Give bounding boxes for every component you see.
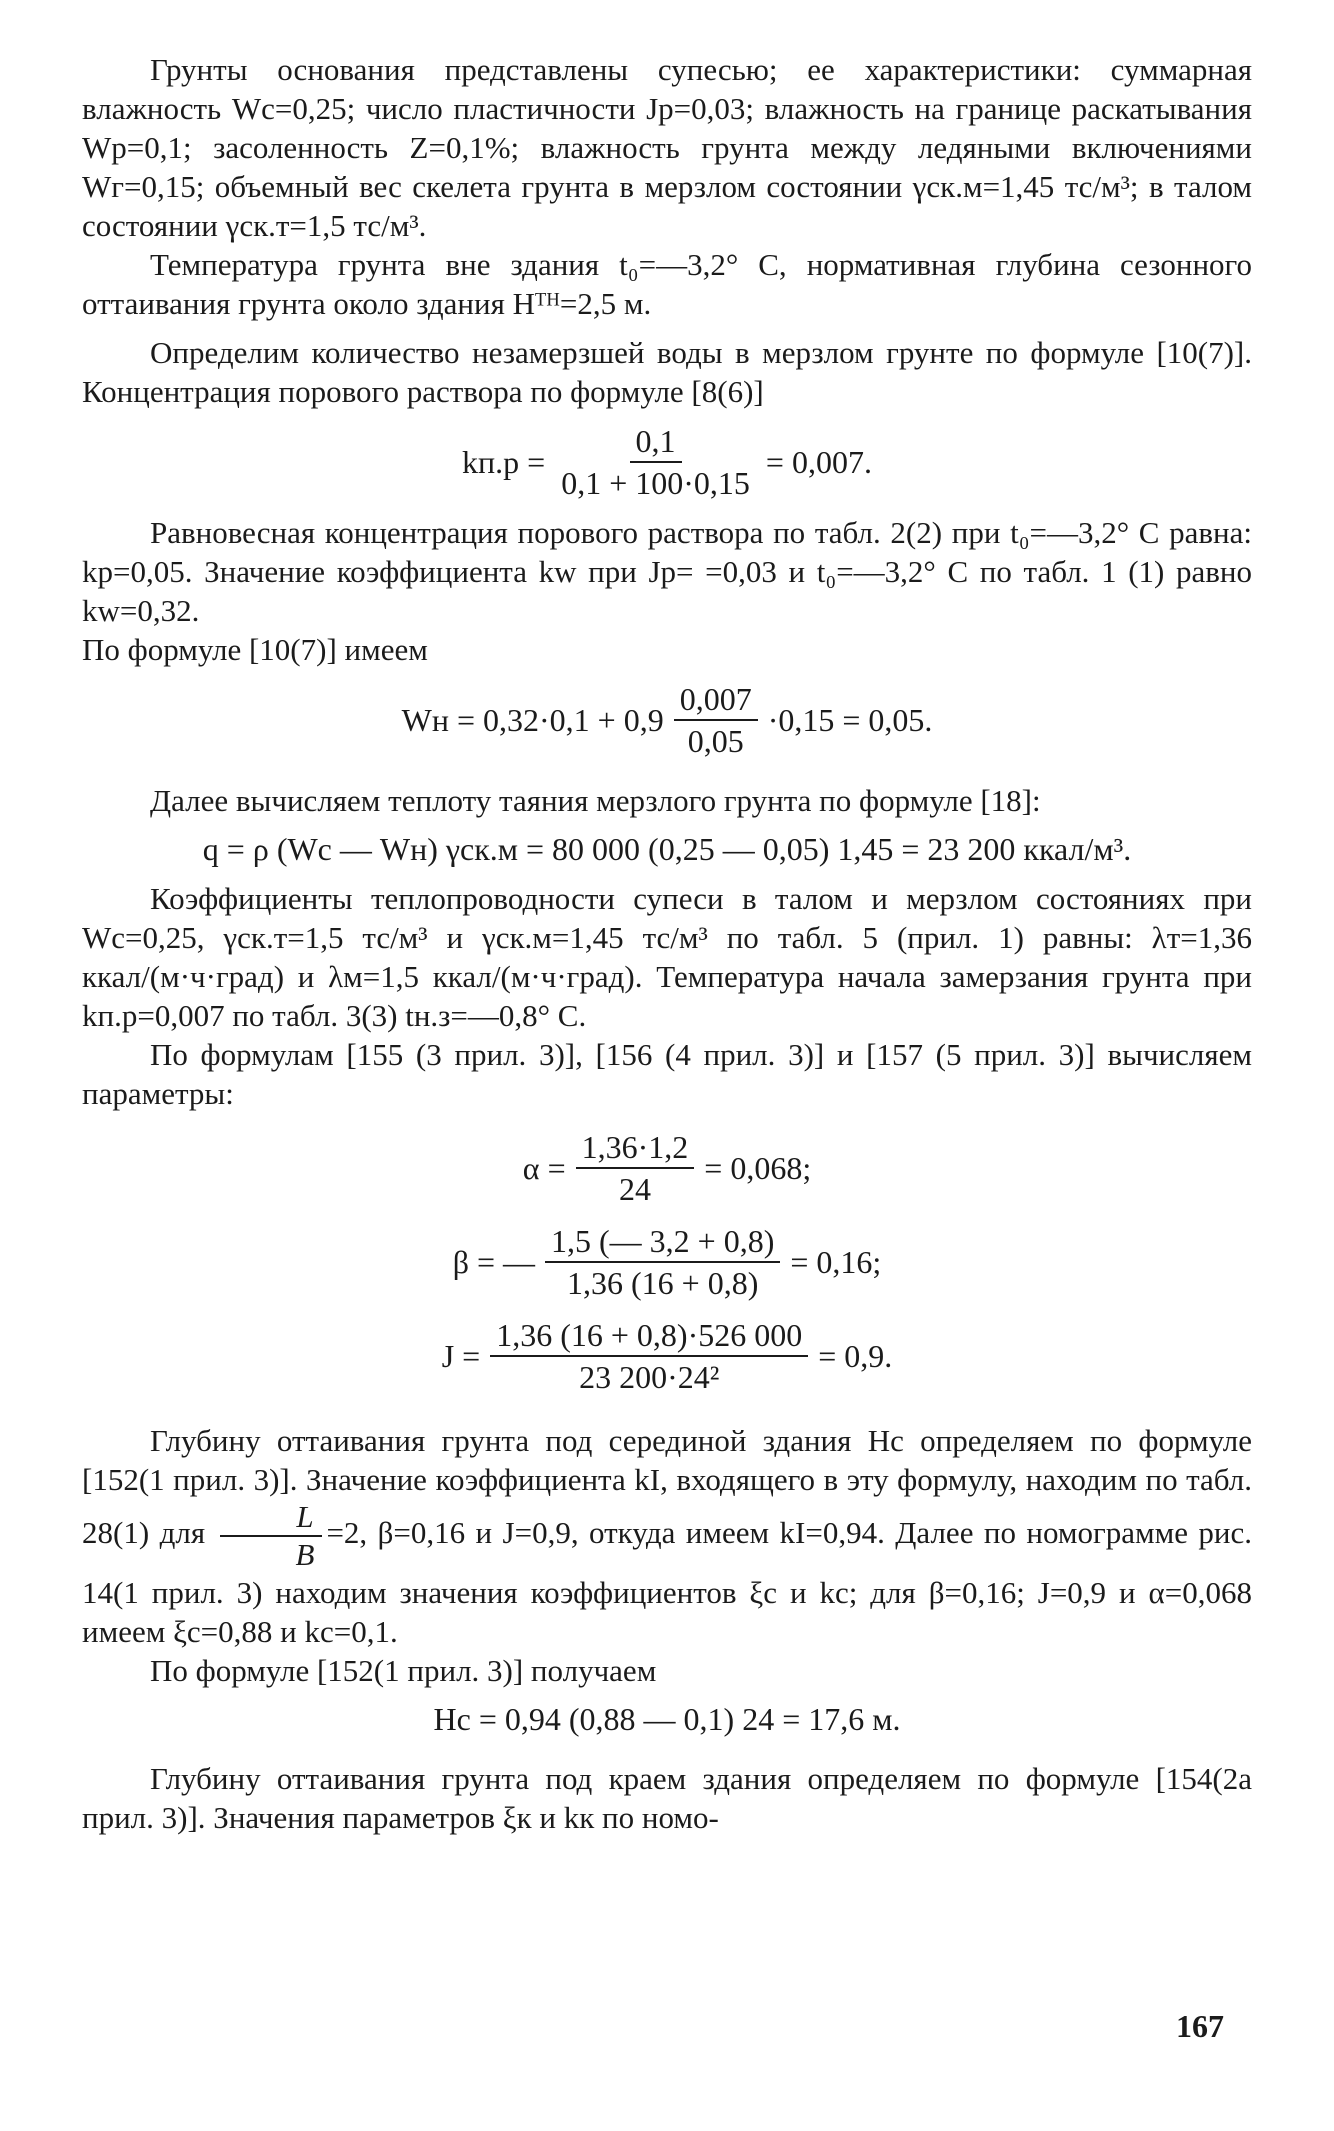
paragraph-soil-temperature: Температура грунта вне здания t₀=—3,2° С, нормативная глубина сезонного оттаивания грунта около здания Hᵀᴴ=2,5 м.	[82, 247, 1252, 321]
formula-parameters-block	[82, 1121, 1252, 1403]
paragraph-soil-properties: Грунты основания представлены супесью; ее характеристики: суммарная влажность Wс=0,25; число пластичности Jр=0,03; влажность на границе раскатывания Wр=0,1; засоленность Z=0,1%; влажность грунта между ледяными включениями Wг=0,15; объемный вес скелета грунта в мерзлом состоянии γск.м=1,45 тс/м³; в талом состоянии γск.т=1,5 тс/м³.	[82, 52, 1252, 243]
formula-melting-heat: q = ρ (Wс — Wн) γск.м = 80 000 (0,25 — 0,05) 1,45 = 23 200 ккал/м³.	[202, 831, 1132, 867]
paragraph-unfrozen-water: Определим количество незамерзшей воды в мерзлом грунте по формуле [10(7)]. Концентрация порового раствора по формуле [8(6)]	[82, 335, 1252, 409]
formula-pore-concentration: kп.р = $\frac{0,1}{0,1 + 100\cdot 0,15}$ = 0,007.	[462, 423, 872, 501]
paragraph-conductivity: Коэффициенты теплопроводности супеси в талом и мерзлом состояниях при Wс=0,25, γск.т=1,5 тс/м³ и γск.м=1,45 тс/м³ по табл. 5 (прил. 1) равны: λт=1,36 ккал/(м·ч·град) и λм=1,5 ккал/(м·ч·град). Температура начала замерзания грунта при kп.р=0,007 по табл. 3(3) tн.з=—0,8° С.	[82, 881, 1252, 1033]
fraction-l-over-b: $\frac{L}{B}$	[220, 1499, 323, 1573]
formula-beta: β = — $\frac{1,5 (— 3,2 + 0,8)}{1,36 (16 + 0,8)}$ = 0,16;	[452, 1223, 882, 1301]
paragraph-equilibrium-concentration: Равновесная концентрация порового раствора по табл. 2(2) при t₀=—3,2° С равна: kр=0,05. Значение коэффициента kw при Jр= =0,03 и t₀=—3,2° С по табл. 1 (1) равно kw=0,32.	[82, 515, 1252, 628]
paragraph-formula-result-intro: По формуле [152(1 прил. 3)] получаем	[150, 1653, 657, 1688]
document-page	[82, 50, 1252, 1837]
formula-thaw-depth: Hс = 0,94 (0,88 — 0,1) 24 = 17,6 м.	[433, 1701, 901, 1737]
paragraph-thaw-depth-center: Глубину оттаивания грунта под серединой здания Hс определяем по формуле [152(1 прил. 3)]. Значение коэффициента kI, входящего в эту формулу, находим по табл. 28(1) для $\frac{L}{B}$ =2, β=0,16 и J=0,9, откуда имеем kI=0,94. Далее по номограмме рис. 14(1 прил. 3) находим значения коэффициентов ξс и kс; для β=0,16; J=0,9 и α=0,068 имеем ξс=0,88 и kс=0,1.	[82, 1423, 1253, 1649]
paragraph-parameters: По формулам [155 (3 прил. 3)], [156 (4 прил. 3)] и [157 (5 прил. 3)] вычисляем параметры:	[82, 1037, 1252, 1111]
paragraph-melting-heat: Далее вычисляем теплоту таяния мерзлого грунта по формуле [18]:	[150, 783, 1041, 818]
paragraph-thaw-depth-edge: Глубину оттаивания грунта под краем здания определяем по формуле [154(2а прил. 3)]. Значения параметров ξк и kк по номо-	[82, 1761, 1252, 1835]
formula-alpha: α = $\frac{1,36\cdot 1,2}{24}$ = 0,068;	[522, 1129, 812, 1207]
formula-unfrozen-water: Wн = 0,32·0,1 + 0,9 $\frac{0,007}{0,05}$ ·0,15 = 0,05.	[401, 681, 933, 759]
paragraph-formula-intro: По формуле [10(7)] имеем	[82, 632, 428, 667]
formula-j: J = $\frac{1,36 (16 + 0,8)\cdot 526 000}{\text{23 200·24²}}$ = 0,9.	[441, 1317, 893, 1395]
page-number: 167	[1176, 2008, 1224, 2044]
